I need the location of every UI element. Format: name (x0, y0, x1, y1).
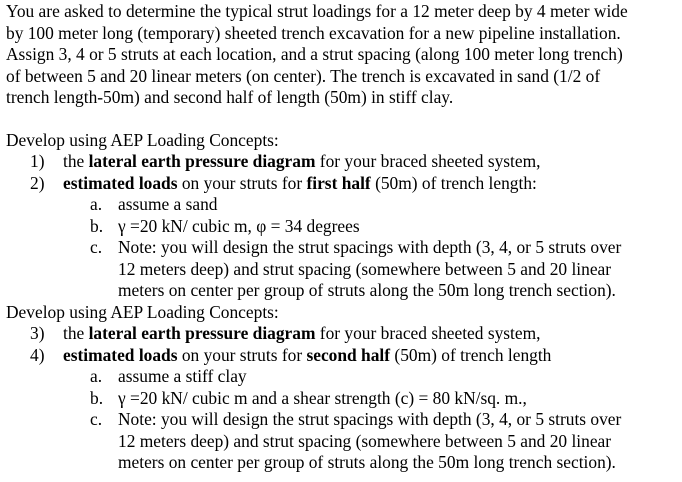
sub-marker: c. (90, 409, 103, 429)
sub-item-line: meters on center per group of struts along the 50m long trench section). (118, 280, 616, 300)
sub-item-line: meters on center per group of struts along the 50m long trench section). (118, 452, 616, 472)
sub-item-c (6, 237, 676, 302)
item-text-pre: the (63, 151, 89, 171)
sub-item-line: 12 meters deep) and strut spacing (somewhere between 5 and 20 linear (118, 258, 612, 279)
item-text-post: for your braced sheeted system, (315, 151, 541, 171)
section-clay (6, 302, 676, 474)
list-marker: 2) (30, 172, 45, 193)
paragraph-gap (6, 109, 676, 130)
list-item-1 (6, 151, 676, 173)
intro-line: of between 5 and 20 linear meters (on center). The trench is excavated in sand (1/2 of (6, 65, 601, 86)
section-heading: Develop using AEP Loading Concepts: (6, 301, 279, 322)
item-text-bold: lateral earth pressure diagram (88, 151, 316, 171)
list-marker: 1) (30, 151, 45, 171)
intro-line: Assign 3, 4 or 5 struts at each location, and a strut spacing (along 100 meter long trench) (6, 44, 623, 64)
item-text-post: (50m) of trench length: (370, 172, 537, 193)
item-text-mid: on your struts for (177, 344, 307, 365)
item-text-mid: on your struts for (177, 172, 307, 193)
sub-marker: c. (90, 237, 103, 257)
intro-line: by 100 meter long (temporary) sheeted trench excavation for a new pipeline installation. (6, 22, 621, 43)
sub-item-line: Note: you will design the strut spacings with depth (3, 4, or 5 struts over (118, 237, 622, 257)
intro-line: You are asked to determine the typical strut loadings for a 12 meter deep by 4 meter wide (6, 1, 628, 21)
sub-item-line: Note: you will design the strut spacings with depth (3, 4, or 5 struts over (118, 409, 622, 429)
item-text-post: for your braced sheeted system, (315, 323, 541, 343)
intro-paragraph (6, 0, 676, 109)
sub-marker: b. (90, 387, 104, 408)
sub-marker: a. (90, 366, 103, 386)
list-item-4 (6, 345, 676, 367)
sub-item-c (6, 409, 676, 474)
item-text-bold: first half (306, 172, 371, 193)
sub-item-a (6, 194, 676, 216)
sub-marker: a. (90, 194, 103, 214)
item-text-bold: lateral earth pressure diagram (88, 323, 316, 343)
sub-item-a (6, 366, 676, 388)
sub-marker: b. (90, 215, 104, 236)
sub-item-text: γ =20 kN/ cubic m, φ = 34 degrees (118, 215, 360, 236)
sub-item-text: assume a sand (118, 194, 218, 214)
section-heading: Develop using AEP Loading Concepts: (6, 129, 279, 150)
sub-item-line: 12 meters deep) and strut spacing (somewhere between 5 and 20 linear (118, 430, 612, 451)
item-text-pre: the (63, 323, 89, 343)
list-marker: 4) (30, 344, 45, 365)
item-text-bold: estimated loads (63, 344, 178, 365)
list-item-2 (6, 173, 676, 195)
sub-item-text: assume a stiff clay (118, 366, 247, 386)
sub-item-b (6, 388, 676, 410)
list-item-3 (6, 323, 676, 345)
sub-item-text: γ =20 kN/ cubic m and a shear strength (c) = 80 kN/sq. m., (118, 387, 527, 408)
item-text-bold: second half (306, 344, 391, 365)
item-text-bold: estimated loads (63, 172, 178, 193)
intro-line: trench length-50m) and second half of length (50m) in stiff clay. (6, 87, 454, 107)
item-text-post: (50m) of trench length (390, 344, 552, 365)
sub-item-b (6, 216, 676, 238)
list-marker: 3) (30, 323, 45, 343)
section-sand (6, 130, 676, 302)
